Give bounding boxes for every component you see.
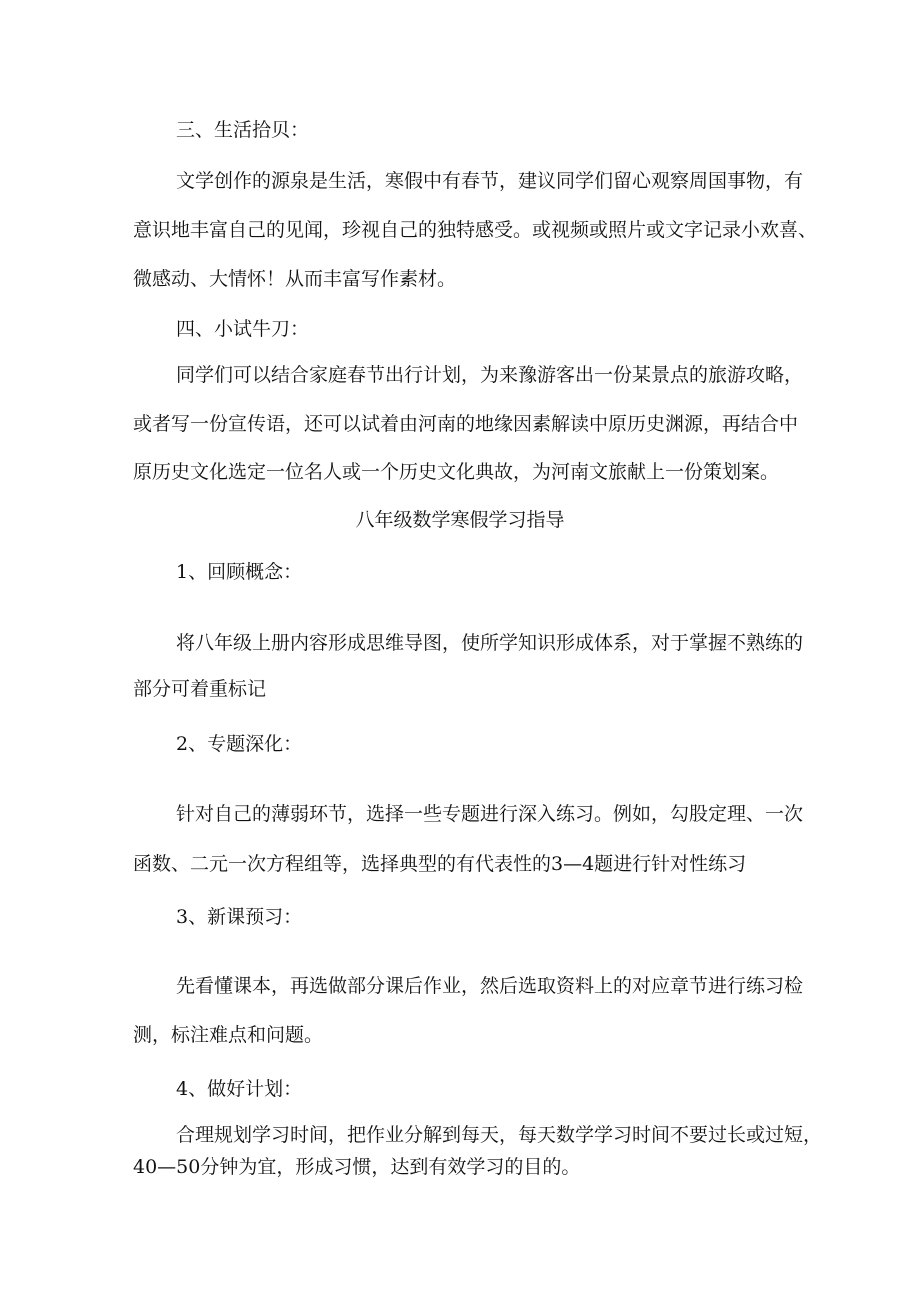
math-item-3-heading: 3、新课预习：	[176, 906, 303, 928]
math-item-1-heading: 1、回顾概念：	[176, 561, 303, 583]
section-4-line-3: 原历史文化选定一位名人或一个历史文化典故，为河南文旅献上一份策划案。	[133, 461, 780, 483]
section-4-line-1: 同学们可以结合家庭春节出行计划，为来豫游客出一份某景点的旅游攻略，	[176, 364, 804, 386]
math-item-2-heading: 2、专题深化：	[176, 733, 303, 755]
math-item-3-line-1: 先看懂课本，再选做部分课后作业，然后选取资料上的对应章节进行练习检	[176, 975, 804, 997]
section-3-line-1: 文学创作的源泉是生活，寒假中有春节，建议同学们留心观察周国事物，有	[176, 170, 804, 192]
math-item-1-line-1: 将八年级上册内容形成思维导图，使所学知识形成体系，对于掌握不熟练的	[176, 632, 804, 654]
math-guide-title: 八年级数学寒假学习指导	[355, 509, 565, 531]
math-item-3-line-2: 测，标注难点和问题。	[133, 1024, 324, 1046]
section-4-heading: 四、小试牛刀：	[176, 318, 310, 340]
math-item-1-line-2: 部分可着重标记	[133, 678, 267, 700]
math-item-2-line-1: 针对自己的薄弱环节，选择一些专题进行深入练习。例如，勾股定理、一次	[176, 803, 804, 825]
math-item-4-line-2: 40—50分钟为宜，形成习惯，达到有效学习的目的。	[133, 1156, 581, 1178]
math-item-4-line-1: 合理规划学习时间，把作业分解到每天，每天数学学习时间不要过长或过短，	[176, 1124, 823, 1146]
math-item-4-heading: 4、做好计划：	[176, 1078, 303, 1100]
math-item-2-line-2: 函数、二元一次方程组等，选择典型的有代表性的3—4题进行针对性练习	[133, 853, 747, 875]
section-3-line-2: 意识地丰富自己的见闻，珍视自己的独特感受。或视频或照片或文字记录小欢喜、	[133, 219, 818, 241]
section-3-heading: 三、生活拾贝：	[176, 119, 310, 141]
section-4-line-2: 或者写一份宣传语，还可以试着由河南的地缘因素解读中原历史渊源，再结合中	[133, 413, 799, 435]
section-3-line-3: 微感动、大情怀！从而丰富写作素材。	[133, 268, 457, 290]
